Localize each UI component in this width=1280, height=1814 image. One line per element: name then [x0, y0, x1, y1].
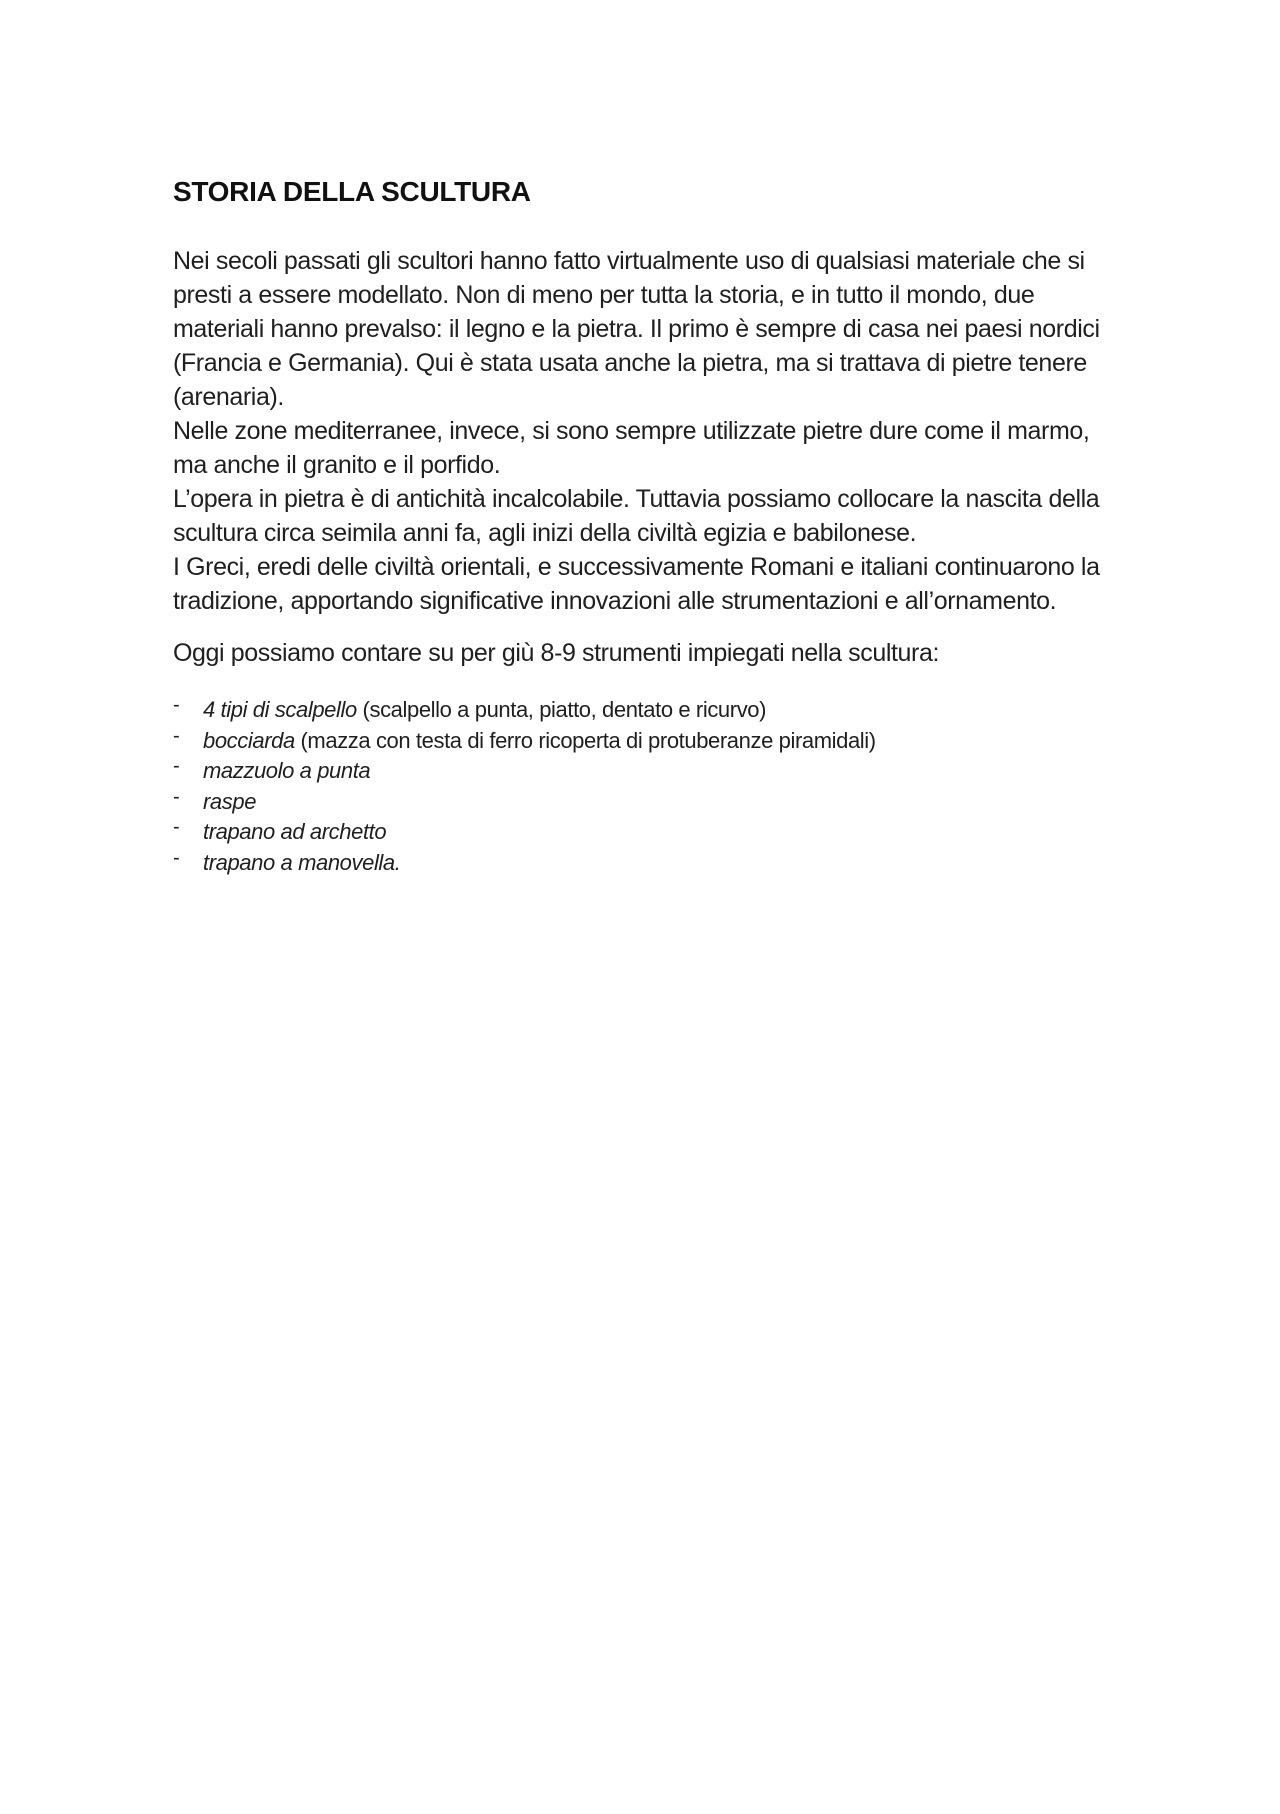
- bullet-dash: -: [173, 755, 180, 777]
- list-item: [173, 848, 1113, 879]
- paragraph-materials: Nei secoli passati gli scultori hanno fatto virtualmente uso di qualsiasi materiale che si presti a essere modellato. Non di meno per tutta la storia, e in tutto il mondo, due materiali hanno prevalso: il legno e la pietra. Il primo è sempre di casa nei paesi nordici (Francia e Germania). Qui è stata usata anche la pietra, ma si trattava di pietre tenere (arenaria).: [173, 247, 1100, 411]
- paragraph-mediterranean: Nelle zone mediterranee, invece, si sono sempre utilizzate pietre dure come il marmo, ma anche il granito e il porfido.: [173, 417, 1090, 479]
- bullet-dash: -: [173, 724, 180, 747]
- tools-intro: Oggi possiamo contare su per giù 8-9 strumenti impiegati nella scultura:: [173, 639, 940, 667]
- tool-detail: (scalpello a punta, piatto, dentato e ricurvo): [356, 697, 767, 722]
- tools-list: [173, 695, 1113, 878]
- paragraph-greeks-romans: I Greci, eredi delle civiltà orientali, e successivamente Romani e italiani continuarono la tradizione, apportando significative innovazioni alle strumentazioni e all’ornamento.: [173, 553, 1100, 615]
- tool-name: trapano a manovella.: [203, 849, 401, 875]
- paragraph-origins: L’opera in pietra è di antichità incalcolabile. Tuttavia possiamo collocare la nascita della scultura circa seimila anni fa, agli inizi della civiltà egizia e babilonese.: [173, 485, 1100, 547]
- bullet-dash: -: [173, 785, 180, 808]
- list-item: [173, 756, 1113, 787]
- body-text: [173, 244, 1113, 618]
- bullet-dash: -: [173, 846, 180, 869]
- document-title: STORIA DELLA SCULTURA: [173, 176, 531, 207]
- tool-name: trapano ad archetto: [203, 819, 387, 844]
- document-content: [173, 174, 1113, 878]
- list-item: [173, 817, 1113, 848]
- tool-name: raspe: [203, 788, 257, 814]
- tool-detail: (mazza con testa di ferro ricoperta di protuberanze piramidali): [294, 727, 876, 753]
- list-item: [173, 726, 1113, 757]
- list-item: [173, 787, 1113, 818]
- tool-name: mazzuolo a punta: [203, 758, 371, 783]
- tool-name: bocciarda: [203, 727, 295, 753]
- bullet-dash: -: [173, 694, 180, 716]
- tool-name: 4 tipi di scalpello: [203, 697, 357, 722]
- list-item: [173, 695, 1113, 726]
- bullet-dash: -: [173, 816, 180, 838]
